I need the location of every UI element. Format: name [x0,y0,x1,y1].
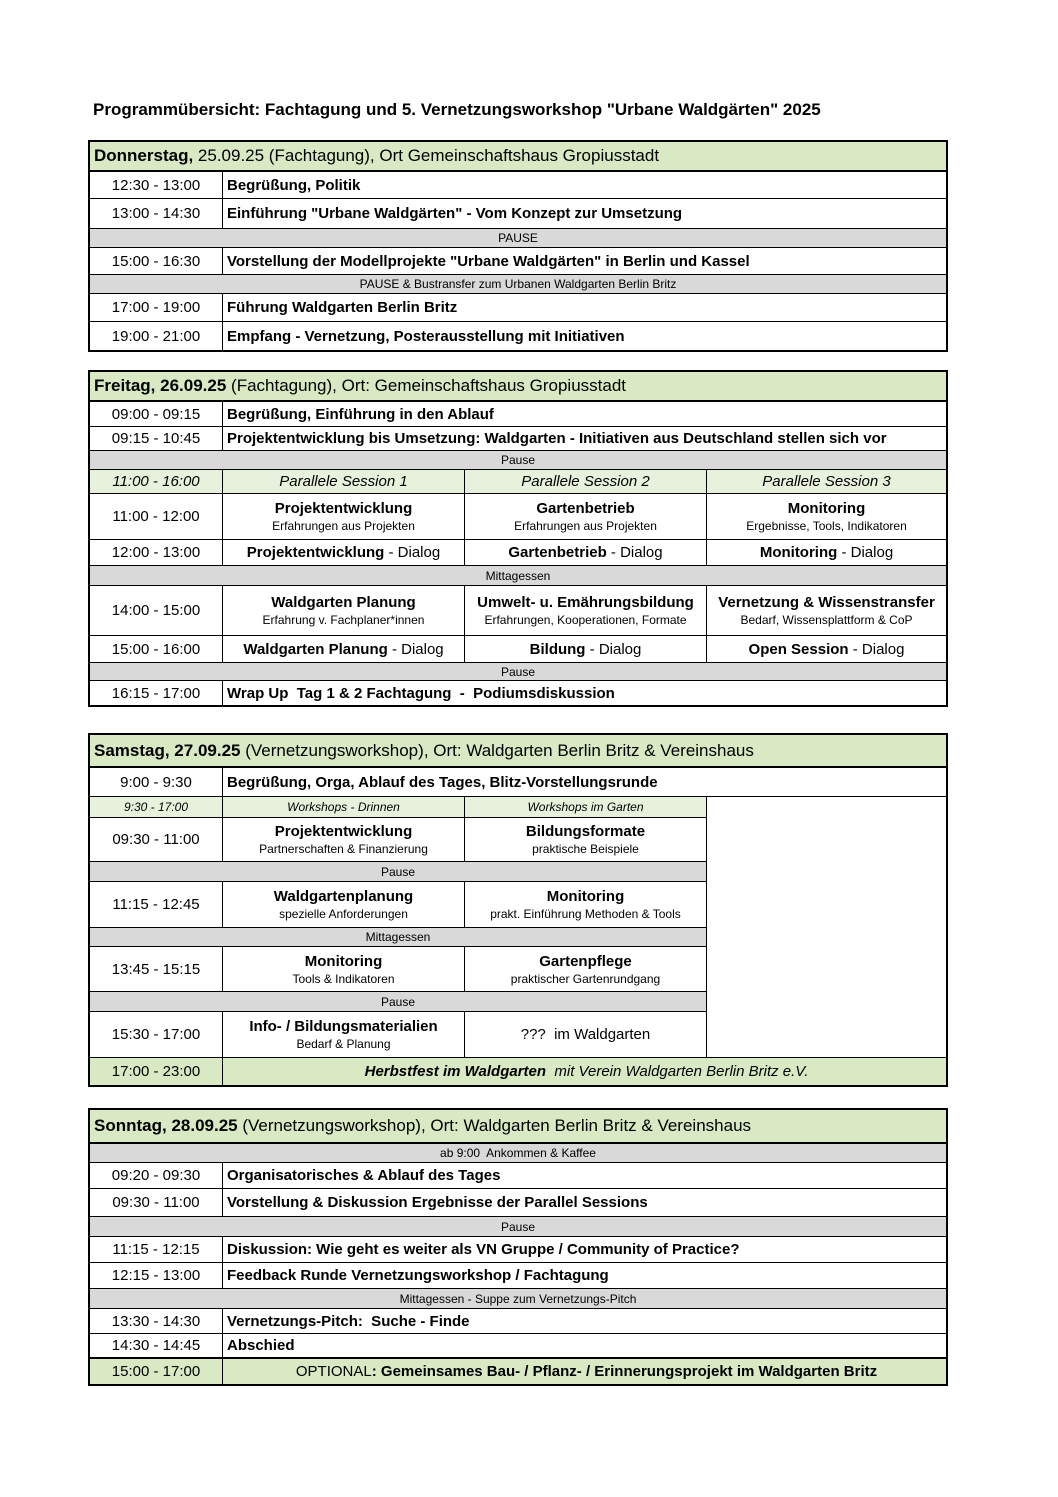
session-cell [223,540,465,565]
desc-cell: Vorstellung der Modellprojekte "Urbane Waldgärten" in Berlin und Kassel [227,252,750,270]
day-label: Samstag, 27.09.25 [94,740,241,760]
event-title: Herbstfest im Waldgarten [364,1063,547,1080]
time-cell: 15:00 - 17:00 [90,1359,223,1384]
session-cell [465,947,707,991]
pause-row: Mittagessen [90,566,946,586]
desc-cell: Abschied [227,1337,295,1354]
session-title: Gartenbetrieb [536,500,635,517]
page-title: Programmübersicht: Fachtagung und 5. Vernetzungsworkshop "Urbane Waldgärten" 2025 [93,100,821,119]
session-subtitle: Partnerschaften & Finanzierung [259,842,428,856]
day-place: , Ort Gemeinschaftshaus Gropiusstadt [369,146,660,165]
session-title: ??? im Waldgarten [520,1026,651,1043]
dialog-suffix: - Dialog [585,640,642,658]
dialog-suffix: - Dialog [387,640,444,658]
session-title: Waldgartenplanung [273,888,414,905]
time-cell: 15:00 - 16:30 [90,248,223,274]
session-title: Gartenbetrieb [508,544,607,561]
time-cell: 11:00 - 12:00 [90,494,223,539]
session-title: Waldgarten Planung [243,640,388,658]
time-cell: 11:15 - 12:45 [90,882,223,927]
friday-block [88,370,948,707]
thursday-block [88,140,948,352]
session-subtitle: Tools & Indikatoren [292,971,395,986]
table-row [90,768,946,797]
table-row [90,636,946,663]
session-title: Umwelt- u. Emährungsbildung [477,594,694,611]
pause-row: PAUSE [90,229,946,248]
session-title: Monitoring [304,952,383,970]
session-cell [223,1012,465,1057]
table-row [90,818,707,862]
pause-row: Mittagessen [90,928,707,947]
session-title: Open Session [748,640,849,658]
pause-row: PAUSE & Bustransfer zum Urbanen Waldgarten Berlin Britz [90,275,946,294]
session-cell [707,586,946,635]
session-header-row [90,797,707,818]
dialog-suffix: - Dialog [848,640,905,658]
session-cell [465,636,707,662]
session-title: Waldgarten Planung [271,594,416,611]
table-row [90,1012,707,1057]
day-header [90,372,946,402]
day-type: (Vernetzungsworkshop) [240,740,424,760]
session-cell [465,1012,707,1057]
session-title: Projektentwicklung [274,823,413,840]
workshop-grid [90,797,946,1057]
session-cell [223,586,465,635]
time-cell: 13:30 - 14:30 [90,1309,223,1333]
session-3-label: Parallele Session 3 [762,473,891,490]
time-cell: 12:00 - 13:00 [90,540,223,565]
session-subtitle: prakt. Einführung Methoden & Tools [490,907,681,921]
table-row [90,1057,946,1085]
table-row [90,172,946,199]
table-row [90,1309,946,1334]
session-1-label: Parallele Session 1 [223,470,465,493]
table-row [90,322,946,350]
pause-row: Pause [90,663,946,681]
time-cell: 12:30 - 13:00 [90,172,223,198]
time-cell: 13:00 - 14:30 [90,199,223,228]
desc-cell: Wrap Up Tag 1 & 2 Fachtagung - Podiumsdiskussion [227,684,615,702]
desc-cell: Diskussion: Wie geht es weiter als VN Gruppe / Community of Practice? [227,1241,740,1258]
day-label: Donnerstag, [94,146,194,165]
session-cell [465,818,707,861]
session-title: Projektentwicklung [274,500,413,517]
saturday-block [88,733,948,1087]
dialog-suffix: - Dialog [606,544,663,561]
table-row [90,1237,946,1263]
desc-cell: Vernetzungs-Pitch: Suche - Finde [227,1312,470,1330]
table-row [90,947,707,992]
session-cell [465,540,707,565]
session-cell [223,818,465,861]
day-label: Freitag, 26.09.25 [94,376,227,395]
session-title: Info- / Bildungsmaterialien [249,1018,438,1035]
table-row [90,427,946,451]
time-cell: 15:30 - 17:00 [90,1012,223,1057]
time-cell: 11:00 - 16:00 [90,470,223,493]
time-cell: 09:30 - 11:00 [90,818,223,861]
day-place: , Ort: Waldgarten Berlin Britz & Vereinshaus [423,740,754,760]
table-row [90,1334,946,1358]
day-header [90,1110,946,1144]
table-row [90,248,946,275]
dialog-suffix: - Dialog [837,544,894,561]
table-row [90,402,946,427]
session-cell [223,494,465,539]
session-subtitle: Ergebnisse, Tools, Indikatoren [746,519,907,533]
table-row [90,882,707,928]
session-cell [707,636,946,662]
pause-row: Mittagessen - Suppe zum Vernetzungs-Pitch [90,1289,946,1309]
session-subtitle: Erfahrungen, Kooperationen, Formate [484,613,687,627]
time-cell: 9:00 - 9:30 [90,768,223,796]
session-cell [707,494,946,539]
pause-row: Pause [90,451,946,470]
desc-cell: Begrüßung, Einführung in den Ablauf [227,405,494,423]
time-cell: 9:30 - 17:00 [90,797,223,817]
day-place: , Ort: Waldgarten Berlin Britz & Vereinshaus [420,1116,752,1135]
session-title: Monitoring [759,544,838,561]
session-subtitle: Bedarf & Planung [296,1037,391,1051]
table-row [90,494,946,540]
time-cell: 09:20 - 09:30 [90,1163,223,1188]
session-subtitle: Erfahrungen aus Projekten [272,519,415,533]
session-title: Bildung [529,640,586,658]
desc-cell [223,1359,946,1384]
session-title: Monitoring [546,888,625,905]
desc-cell [223,1058,946,1085]
optional-label: OPTIONAL [295,1363,372,1380]
time-cell: 14:00 - 15:00 [90,586,223,635]
empty-area [707,797,946,1057]
desc-cell: Begrüßung, Orga, Ablauf des Tages, Blitz-Vorstellungsrunde [227,773,658,791]
desc-cell: Vorstellung & Diskussion Ergebnisse der Parallel Sessions [227,1194,648,1211]
session-subtitle: praktische Beispiele [532,842,639,856]
day-label: Sonntag, 28.09.25 [94,1116,238,1135]
dialog-suffix: - Dialog [384,544,441,561]
day-place: , Ort: Gemeinschaftshaus Gropiusstadt [332,376,627,395]
session-subtitle: Bedarf, Wissensplattform & CoP [740,613,913,627]
session-subtitle: Erfahrung v. Fachplaner*innen [262,613,425,627]
session-subtitle: spezielle Anforderungen [279,907,408,921]
time-cell: 09:30 - 11:00 [90,1189,223,1216]
desc-cell: Empfang - Vernetzung, Posterausstellung mit Initiativen [227,327,625,345]
pause-row: Pause [90,992,707,1012]
desc-cell: Führung Waldgarten Berlin Britz [227,299,458,316]
day-header [90,142,946,172]
time-cell: 11:15 - 12:15 [90,1237,223,1262]
time-cell: 12:15 - 13:00 [90,1263,223,1288]
day-header [90,735,946,768]
time-cell: 13:45 - 15:15 [90,947,223,991]
table-row [90,681,946,705]
pause-row: ab 9:00 Ankommen & Kaffee [90,1144,946,1163]
desc-cell: Organisatorisches & Ablauf des Tages [227,1167,501,1184]
session-subtitle: praktischer Gartenrundgang [510,971,661,986]
day-type: (Fachtagung) [226,376,333,395]
session-cell [707,540,946,565]
workshop-1-label: Workshops - Drinnen [223,797,465,817]
time-cell: 15:00 - 16:00 [90,636,223,662]
session-title: Projektentwicklung [246,544,385,561]
time-cell: 16:15 - 17:00 [90,681,223,705]
time-cell: 09:15 - 10:45 [90,427,223,450]
session-title: Vernetzung & Wissenstransfer [718,594,935,611]
table-row [90,1189,946,1217]
session-header-row [90,470,946,494]
event-detail: mit Verein Waldgarten Berlin Britz e.V. [546,1063,809,1080]
session-title: Gartenpflege [539,952,632,970]
session-cell [223,636,465,662]
time-cell: 14:30 - 14:45 [90,1334,223,1357]
session-cell [465,494,707,539]
desc-cell: Begrüßung, Politik [227,176,361,194]
table-row [90,586,946,636]
table-row [90,540,946,566]
day-date: 25.09.25 (Fachtagung) [193,146,370,165]
session-title: Bildungsformate [525,823,646,840]
desc-cell: Projektentwicklung bis Umsetzung: Waldgarten - Initiativen aus Deutschland stellen sich vor [227,430,887,447]
time-cell: 17:00 - 19:00 [90,294,223,321]
session-cell [465,586,707,635]
optional-detail: : Gemeinsames Bau- / Pflanz- / Erinnerungsprojekt im Waldgarten Britz [371,1363,878,1380]
session-title: Monitoring [787,500,866,517]
time-cell: 09:00 - 09:15 [90,402,223,426]
pause-row: Pause [90,1217,946,1237]
table-row [90,1163,946,1189]
pause-row: Pause [90,862,707,882]
table-row [90,1358,946,1384]
desc-cell: Feedback Runde Vernetzungsworkshop / Fachtagung [227,1267,609,1284]
session-cell [223,882,465,927]
table-row [90,1263,946,1289]
day-type: (Vernetzungsworkshop) [237,1116,421,1135]
time-cell: 17:00 - 23:00 [90,1058,223,1085]
desc-cell: Einführung "Urbane Waldgärten" - Vom Konzept zur Umsetzung [227,205,683,222]
session-2-label: Parallele Session 2 [465,470,707,493]
time-cell: 19:00 - 21:00 [90,322,223,350]
session-cell [223,947,465,991]
table-row [90,199,946,229]
session-subtitle: Erfahrungen aus Projekten [514,519,657,533]
session-cell [465,882,707,927]
table-row [90,294,946,322]
workshop-2-label: Workshops im Garten [465,797,707,817]
sunday-block [88,1108,948,1386]
